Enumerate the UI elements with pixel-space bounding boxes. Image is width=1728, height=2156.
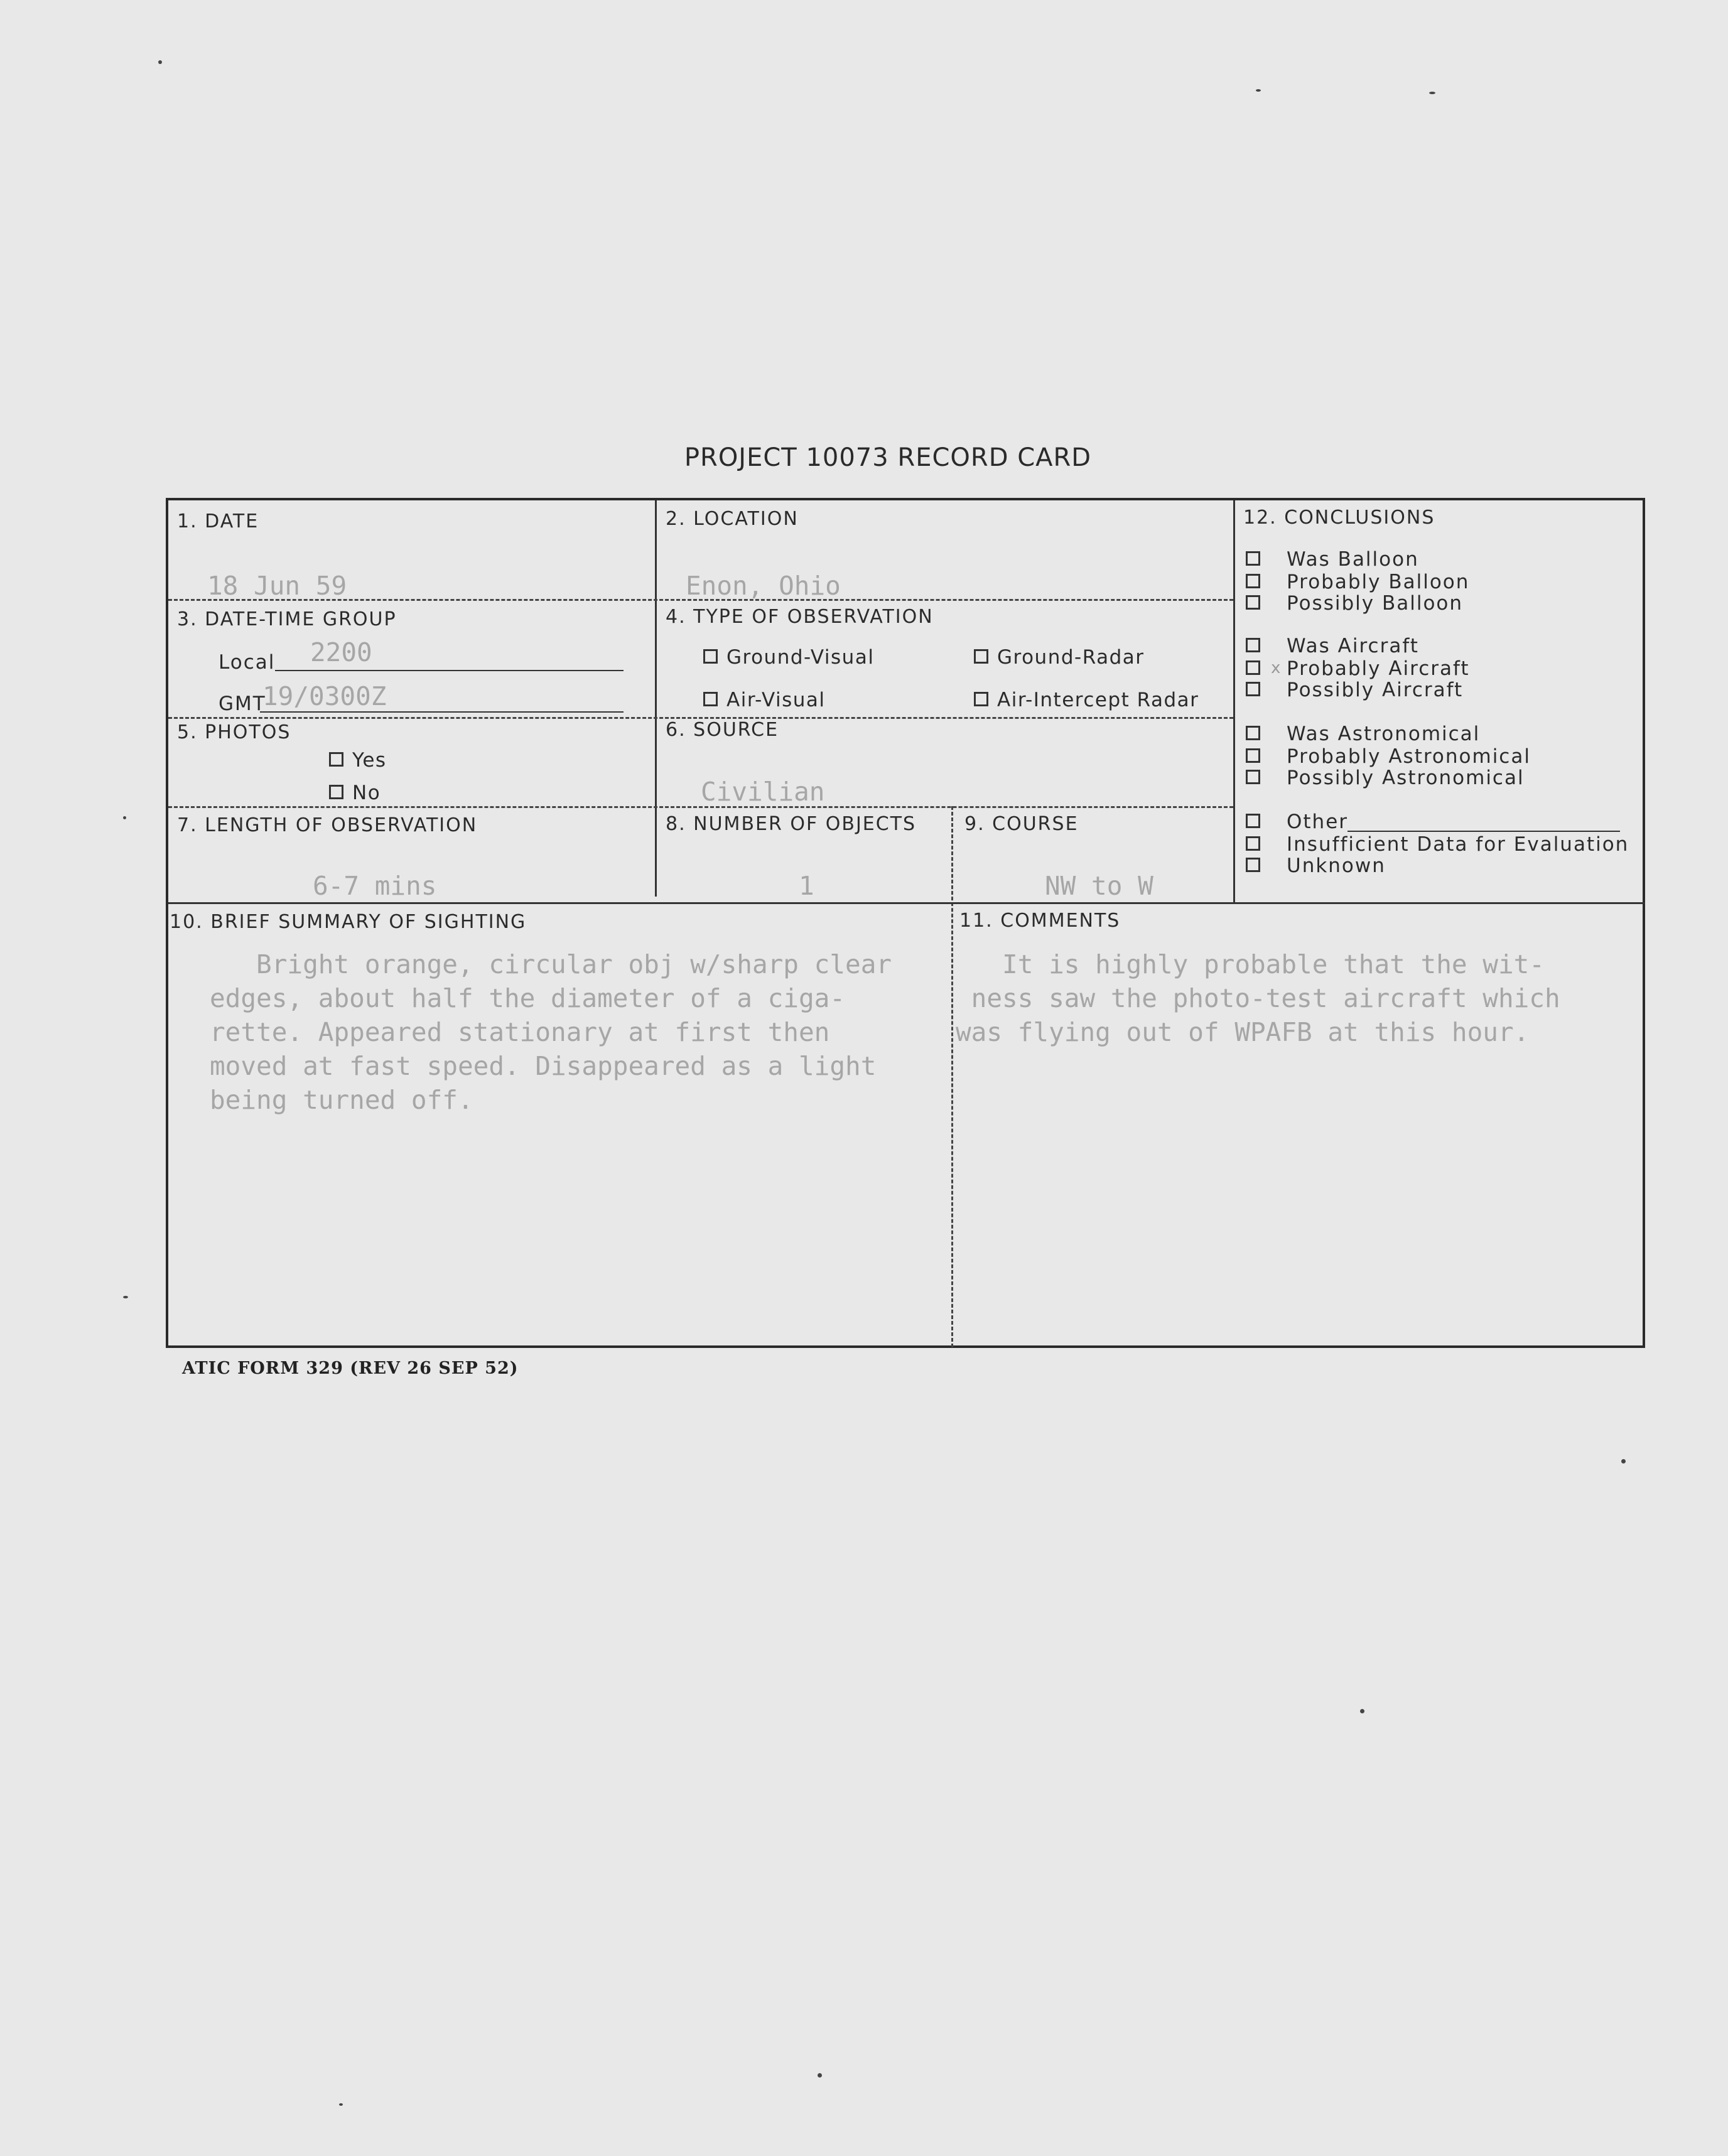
checkbox-icon xyxy=(1246,858,1260,872)
location-label: 2. LOCATION xyxy=(666,508,799,530)
comments-text: It is highly probable that the wit- ness saw the photo-test aircraft which was flying out of WPAFB at this hour. xyxy=(956,949,1560,1047)
checkbox-icon xyxy=(1246,682,1260,696)
divider xyxy=(951,806,953,1347)
option-photos-no[interactable]: No xyxy=(329,782,381,804)
record-card xyxy=(166,498,1645,1348)
date-label: 1. DATE xyxy=(177,510,259,532)
checkbox-icon xyxy=(1246,748,1260,763)
checkbox-icon xyxy=(1246,551,1260,566)
gmt-underline xyxy=(260,711,624,713)
gmt-value: 19/0300Z xyxy=(262,681,387,711)
comments-label: 11. COMMENTS xyxy=(959,910,1121,932)
conclusion-possibly-balloon[interactable]: Possibly Balloon xyxy=(1246,592,1463,615)
checkbox-icon xyxy=(1246,660,1260,675)
checkbox-icon xyxy=(974,649,988,664)
card-title: PROJECT 10073 RECORD CARD xyxy=(684,443,1092,472)
conclusion-other[interactable]: Other xyxy=(1246,811,1348,833)
checkbox-icon xyxy=(1246,595,1260,610)
option-photos-yes[interactable]: Yes xyxy=(329,749,387,772)
length-label: 7. LENGTH OF OBSERVATION xyxy=(177,814,478,836)
conclusion-was-balloon[interactable]: Was Balloon xyxy=(1246,548,1419,571)
objects-value: 1 xyxy=(799,871,814,901)
local-underline xyxy=(275,670,624,671)
course-label: 9. COURSE xyxy=(964,813,1079,835)
divider xyxy=(1233,500,1235,902)
length-value: 6-7 mins xyxy=(313,871,437,901)
conclusion-probably-astronomical[interactable]: Probably Astronomical xyxy=(1246,745,1531,768)
observation-type-label: 4. TYPE OF OBSERVATION xyxy=(666,606,934,628)
checkbox-icon xyxy=(1246,638,1260,652)
date-value: 18 Jun 59 xyxy=(207,571,347,601)
local-value: 2200 xyxy=(310,637,372,667)
summary-label: 10. BRIEF SUMMARY OF SIGHTING xyxy=(170,911,527,933)
local-label: Local xyxy=(219,651,276,674)
conclusion-probably-balloon[interactable]: Probably Balloon xyxy=(1246,571,1469,593)
scan-speck xyxy=(1360,1709,1364,1713)
conclusion-possibly-aircraft[interactable]: Possibly Aircraft xyxy=(1246,679,1463,701)
conclusion-possibly-astronomical[interactable]: Possibly Astronomical xyxy=(1246,767,1525,789)
scan-speck xyxy=(123,1296,128,1298)
checkbox-icon xyxy=(329,752,343,767)
datetime-label: 3. DATE-TIME GROUP xyxy=(177,608,397,630)
checkbox-icon xyxy=(974,692,988,706)
conclusion-unknown[interactable]: Unknown xyxy=(1246,854,1386,877)
conclusion-was-aircraft[interactable]: Was Aircraft xyxy=(1246,635,1419,657)
source-label: 6. SOURCE xyxy=(666,719,779,741)
scan-speck xyxy=(1621,1459,1626,1463)
other-underline xyxy=(1347,831,1620,832)
source-value: Civilian xyxy=(701,777,825,807)
checkbox-icon xyxy=(329,785,343,799)
checkbox-icon xyxy=(703,649,718,664)
scan-speck xyxy=(818,2073,822,2078)
option-ground-radar[interactable]: Ground-Radar xyxy=(974,646,1145,669)
gmt-label: GMT xyxy=(219,693,266,715)
divider xyxy=(655,500,657,897)
scan-speck xyxy=(123,816,126,819)
scan-speck xyxy=(1429,92,1435,94)
conclusions-label: 12. CONCLUSIONS xyxy=(1243,507,1435,529)
checkbox-icon xyxy=(1246,770,1260,784)
conclusion-insufficient-data[interactable]: Insufficient Data for Evaluation xyxy=(1246,833,1629,856)
checkbox-icon xyxy=(1246,836,1260,851)
conclusion-probably-aircraft[interactable]: x Probably Aircraft xyxy=(1246,657,1470,680)
checkbox-icon xyxy=(1246,814,1260,828)
checkbox-icon xyxy=(1246,574,1260,588)
option-air-visual[interactable]: Air-Visual xyxy=(703,689,826,711)
objects-label: 8. NUMBER OF OBJECTS xyxy=(666,813,917,835)
option-ground-visual[interactable]: Ground-Visual xyxy=(703,646,874,669)
check-mark: x xyxy=(1271,659,1282,677)
option-air-intercept-radar[interactable]: Air-Intercept Radar xyxy=(974,689,1199,711)
location-value: Enon, Ohio xyxy=(686,571,841,601)
form-footer: ATIC FORM 329 (REV 26 SEP 52) xyxy=(182,1359,519,1378)
checkbox-icon xyxy=(703,692,718,706)
divider xyxy=(168,902,1645,904)
scan-speck xyxy=(158,60,162,64)
scan-speck xyxy=(1256,89,1261,92)
summary-text: Bright orange, circular obj w/sharp clear edges, about half the diameter of a ciga- rette. Appeared stationary at first then moved at fast speed. Disappeared as a light being turned off. xyxy=(210,949,892,1115)
scan-speck xyxy=(339,2103,343,2106)
photos-label: 5. PHOTOS xyxy=(177,721,291,743)
conclusion-was-astronomical[interactable]: Was Astronomical xyxy=(1246,723,1480,745)
checkbox-icon xyxy=(1246,726,1260,740)
course-value: NW to W xyxy=(1045,871,1153,901)
